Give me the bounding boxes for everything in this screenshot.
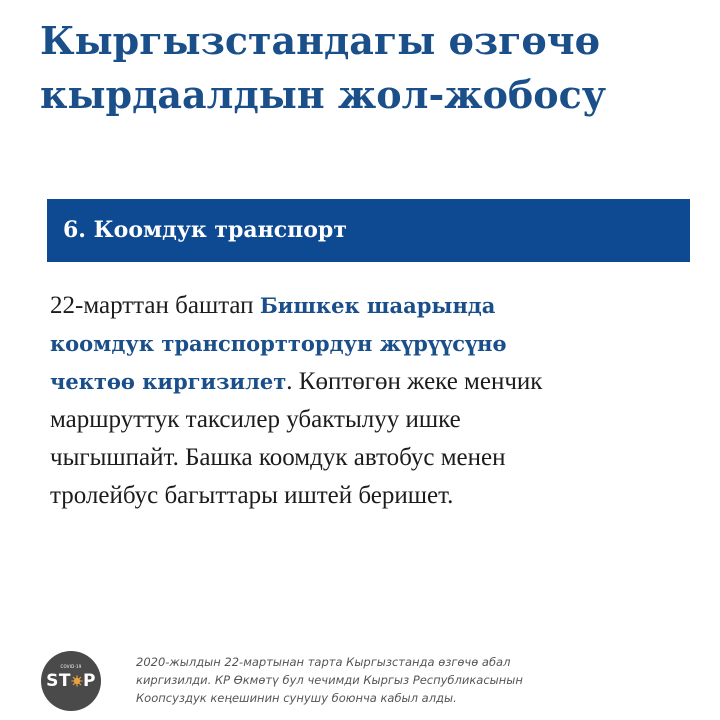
title-line-1: Кыргызстандагы өзгөчө [40, 18, 600, 63]
logo-small-text: COVID-19 [60, 664, 82, 669]
virus-icon [71, 675, 83, 687]
body-line-4: маршруттук таксилер убактылуу ишке [50, 406, 461, 433]
body-line-3 [50, 363, 700, 401]
page-title [40, 14, 700, 122]
body-line-1 [50, 287, 700, 325]
body-line-2 [50, 325, 700, 363]
section-heading: 6. Коомдук транспорт [63, 217, 347, 243]
body-paragraph [50, 287, 700, 515]
logo-p: P [82, 671, 96, 691]
body-highlight-1: Бишкек шаарында [259, 293, 496, 318]
stop-covid-logo [41, 651, 101, 711]
logo-stop-text [41, 671, 101, 691]
body-line-3-text: . Көптөгөн жеке менчик [286, 368, 543, 395]
footer-line-1: 2020-жылдын 22-мартынан тарта Кыргызстанда өзгөчө абал [136, 655, 511, 669]
footer-line-3: Коопсуздук кеңешинин сунушу боюнча кабыл алды. [136, 691, 457, 705]
logo-st: ST [46, 671, 71, 691]
body-highlight-2: коомдук транспорттордун жүрүүсүнө [50, 331, 507, 356]
body-line-6: тролейбус багыттары иштей беришет. [50, 482, 454, 509]
title-line-2: кырдаалдын жол-жобосу [40, 72, 607, 117]
section-header-bar [47, 199, 690, 262]
body-line-5: чыгышпайт. Башка коомдук автобус менен [50, 444, 506, 471]
footer-line-2: киргизилди. КР Өкмөтү бул чечимди Кыргыз Республикасынын [136, 673, 523, 687]
body-highlight-3: чектөө киргизилет [50, 369, 287, 394]
body-line-1-text: 22-марттан баштап [50, 292, 260, 319]
footer-note [136, 653, 696, 707]
